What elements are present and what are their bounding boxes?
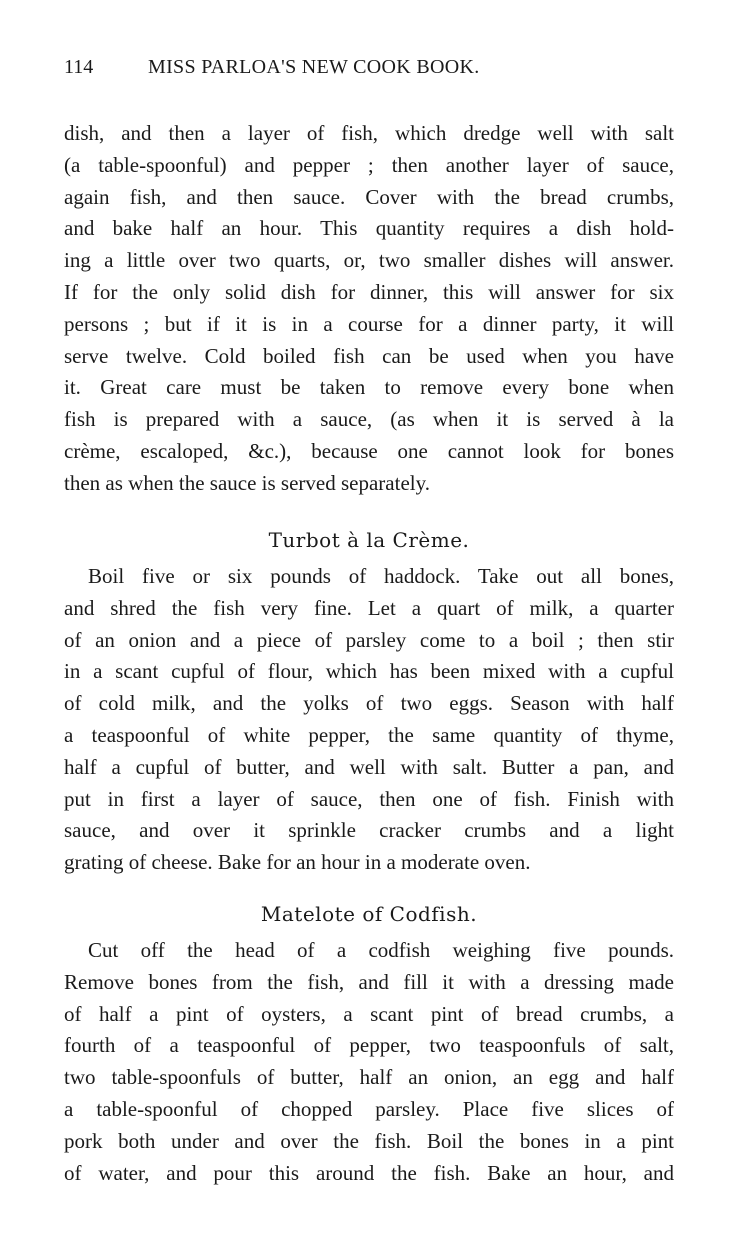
text-line: a table-spoonful of chopped parsley. Place five slices of [64, 1096, 674, 1121]
text-line: Boil five or six pounds of haddock. Take out all bones, [88, 564, 674, 588]
text-line: then as when the sauce is served separately. [64, 470, 430, 495]
text-line: Remove bones from the fish, and fill it with a dressing made [64, 969, 674, 994]
text-line: again fish, and then sauce. Cover with the bread crumbs, [64, 184, 674, 209]
text-line: a teaspoonful of white pepper, the same quantity of thyme, [64, 722, 674, 747]
text-line: sauce, and over it sprinkle cracker crumbs and a light [64, 818, 674, 843]
text-line: grating of cheese. Bake for an hour in a moderate oven. [64, 850, 531, 875]
text-line: persons ; but if it is in a course for a dinner party, it will [64, 311, 674, 336]
text-line: ing a little over two quarts, or, two smaller dishes will answer. [64, 248, 674, 273]
text-line: put in first a layer of sauce, then one of fish. Finish with [64, 786, 674, 811]
text-line: of an onion and a piece of parsley come to a boil ; then stir [64, 627, 674, 652]
text-line: and shred the fish very fine. Let a quart of milk, a quarter [64, 595, 674, 620]
continuation-paragraph [64, 118, 674, 500]
page-number: 114 [64, 56, 94, 78]
text-line: two table-spoonfuls of butter, half an onion, an egg and half [64, 1065, 674, 1090]
text-line: it. Great care must be taken to remove every bone when [64, 375, 674, 400]
text-line: fish is prepared with a sauce, (as when it is served à la [64, 407, 674, 432]
text-line: Cut off the head of a codfish weighing five pounds. [88, 938, 674, 962]
text-line: (a table-spoonful) and pepper ; then another layer of sauce, [64, 152, 674, 177]
recipe-body-turbot [64, 561, 674, 879]
running-title: MISS PARLOA'S NEW COOK BOOK. [148, 56, 480, 78]
text-line: half a cupful of butter, and well with salt. Butter a pan, and [64, 754, 674, 779]
text-line: crème, escaloped, &c.), because one cannot look for bones [64, 438, 674, 463]
text-line: If for the only solid dish for dinner, this will answer for six [64, 279, 674, 304]
text-line: fourth of a teaspoonful of pepper, two teaspoonfuls of salt, [64, 1033, 674, 1058]
recipe-body-matelote [64, 935, 674, 1189]
text-line: and bake half an hour. This quantity requires a dish hold- [64, 216, 674, 241]
text-line: of cold milk, and the yolks of two eggs. Season with half [64, 691, 674, 716]
text-line: of half a pint of oysters, a scant pint of bread crumbs, a [64, 1001, 674, 1026]
text-line: dish, and then a layer of fish, which dredge well with salt [64, 121, 674, 145]
text-line: pork both under and over the fish. Boil the bones in a pint [64, 1128, 674, 1153]
text-line: in a scant cupful of flour, which has been mixed with a cupful [64, 659, 674, 684]
recipe-title-matelote: Matelote of Codfish. [260, 902, 478, 926]
recipe-title-turbot: Turbot à la Crème. [268, 528, 470, 552]
text-line: serve twelve. Cold boiled fish can be used when you have [64, 343, 674, 368]
text-line: of water, and pour this around the fish. Bake an hour, and [64, 1160, 674, 1185]
